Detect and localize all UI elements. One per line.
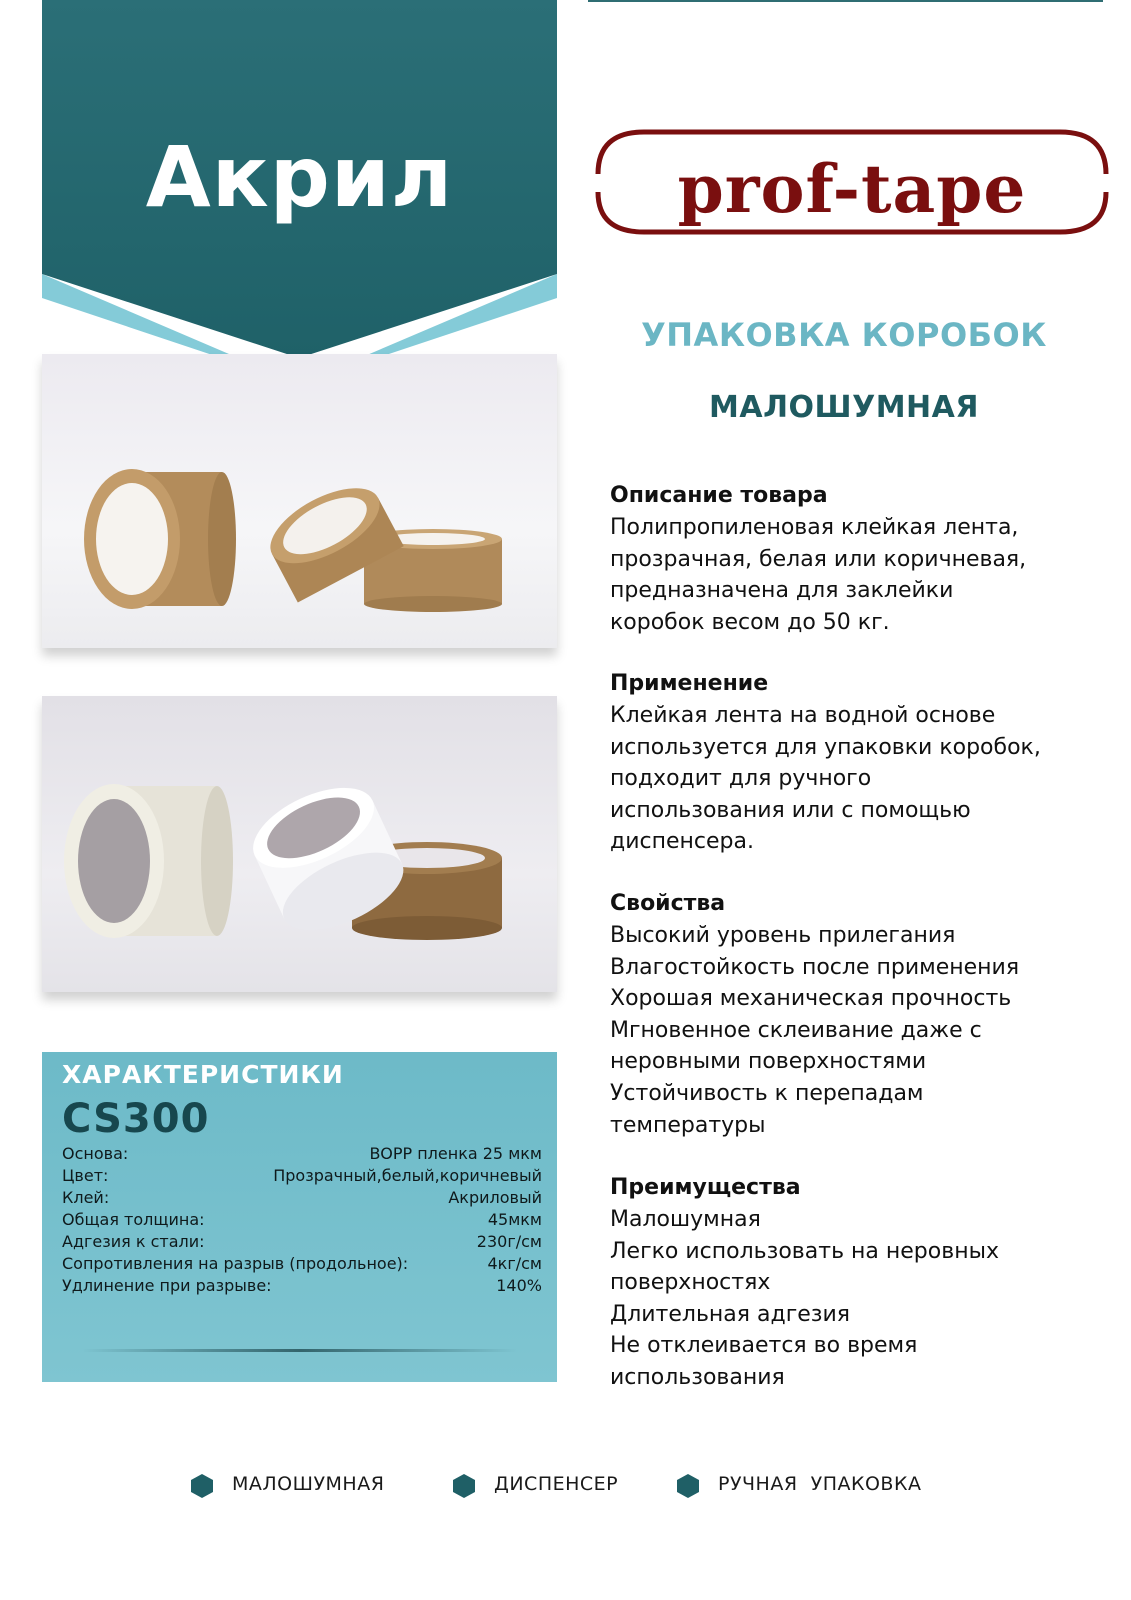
section-line: Легко использовать на неровных	[610, 1238, 999, 1264]
spec-row	[62, 1254, 542, 1276]
spec-key: Цвет:	[62, 1166, 109, 1185]
spec-value: BOPP пленка 25 мкм	[369, 1144, 542, 1163]
spec-row	[62, 1166, 542, 1188]
hexagon-icon	[676, 1473, 700, 1499]
feature-label: МАЛОШУМНАЯ	[232, 1473, 385, 1495]
subtitle-secondary: МАЛОШУМНАЯ	[709, 390, 979, 425]
spec-key: Общая толщина:	[62, 1210, 205, 1229]
section-line: предназначена для заклейки	[610, 578, 954, 604]
feature-label: ДИСПЕНСЕР	[494, 1473, 619, 1495]
spec-value: 4кг/см	[487, 1254, 542, 1273]
hexagon-icon	[452, 1473, 476, 1499]
spec-value: Акриловый	[448, 1188, 542, 1207]
section-line: использования	[610, 1364, 785, 1390]
spec-key: Адгезия к стали:	[62, 1232, 205, 1251]
spec-key: Основа:	[62, 1144, 129, 1163]
section-line: Хорошая механическая прочность	[610, 986, 1012, 1012]
section-line: поверхностях	[610, 1270, 771, 1296]
spec-row	[62, 1144, 542, 1166]
section-title: Описание товара	[610, 483, 828, 508]
spec-row	[62, 1232, 542, 1254]
spec-value: 45мкм	[487, 1210, 542, 1229]
specs-panel	[42, 1052, 557, 1382]
spec-value: 140%	[496, 1276, 542, 1295]
section-line: Не отклеивается во время	[610, 1333, 918, 1359]
section-properties	[610, 888, 1110, 1141]
section-line: Полипропиленовая клейкая лента,	[610, 515, 1019, 540]
section-line: Устойчивость к перепадам	[610, 1080, 924, 1106]
section-line: неровными поверхностями	[610, 1049, 927, 1075]
section-line: температуры	[610, 1112, 766, 1138]
specs-heading: ХАРАКТЕРИСТИКИ	[62, 1060, 344, 1089]
product-photo-brown	[42, 354, 557, 648]
spec-row	[62, 1210, 542, 1232]
section-line: Длительная адгезия	[610, 1301, 851, 1327]
subtitle-primary: УПАКОВКА КОРОБОК	[641, 316, 1047, 354]
section-application	[610, 668, 1110, 858]
specs-model: CS300	[62, 1096, 210, 1142]
spec-value: Прозрачный,белый,коричневый	[273, 1166, 542, 1185]
section-line: использования или с помощью	[610, 797, 971, 823]
spec-row	[62, 1276, 542, 1298]
section-description	[610, 480, 1110, 638]
section-line: прозрачная, белая или коричневая,	[610, 546, 1027, 572]
spec-key: Клей:	[62, 1188, 110, 1207]
section-line: Клейкая лента на водной основе	[610, 703, 996, 728]
spec-key: Сопротивления на разрыв (продольное):	[62, 1254, 409, 1273]
spec-row	[62, 1188, 542, 1210]
section-advantages	[610, 1172, 1110, 1394]
section-title: Преимущества	[610, 1175, 801, 1200]
spec-value: 230г/см	[476, 1232, 542, 1251]
product-photo-mixed	[42, 696, 557, 992]
brand-logo-text: prof-tape	[677, 150, 1027, 228]
section-line: Мгновенное склеивание даже с	[610, 1017, 982, 1043]
section-line: Высокий уровень прилегания	[610, 923, 956, 948]
feature-label: РУЧНАЯ УПАКОВКА	[718, 1473, 922, 1495]
spec-key: Удлинение при разрыве:	[62, 1276, 272, 1295]
section-line: подходит для ручного	[610, 766, 872, 792]
title-banner	[42, 0, 557, 384]
page-title: Акрил	[145, 128, 454, 226]
section-title: Применение	[610, 671, 769, 696]
specs-divider	[82, 1349, 517, 1352]
section-title: Свойства	[610, 891, 726, 916]
section-line: Влагостойкость после применения	[610, 954, 1020, 980]
section-line: диспенсера.	[610, 829, 754, 855]
section-line: коробок весом до 50 кг.	[610, 609, 890, 635]
top-divider	[588, 0, 1103, 2]
hexagon-icon	[190, 1473, 214, 1499]
section-line: Малошумная	[610, 1207, 761, 1232]
section-line: используется для упаковки коробок,	[610, 734, 1041, 760]
brand-logo	[594, 128, 1110, 238]
